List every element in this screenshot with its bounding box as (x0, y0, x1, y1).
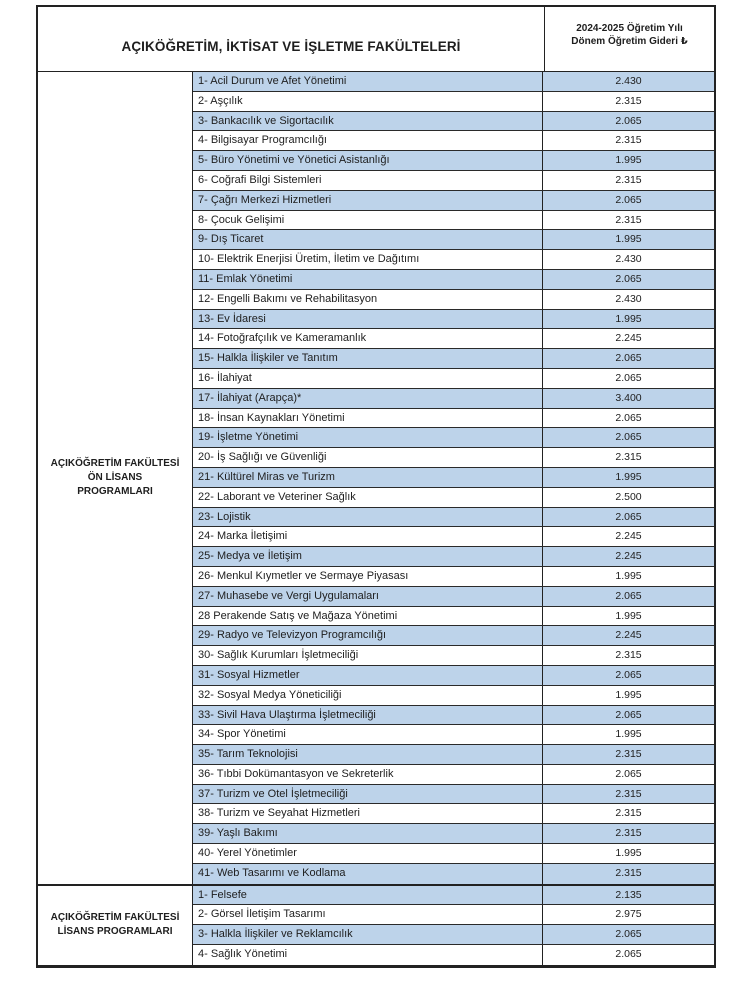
table-row (193, 945, 714, 965)
table-row (193, 468, 714, 488)
tuition-fee: 2.315 (615, 213, 642, 226)
table-row (193, 191, 714, 211)
tuition-fee: 1.995 (615, 569, 642, 582)
tuition-fee: 2.315 (615, 787, 642, 800)
tuition-fee: 2.315 (615, 173, 642, 186)
program-name: 24- Marka İletişimi (193, 527, 543, 546)
group-label (38, 886, 193, 965)
tuition-fee: 2.135 (615, 888, 642, 901)
program-name: 5- Büro Yönetimi ve Yönetici Asistanlığı (193, 151, 543, 170)
table-row (193, 686, 714, 706)
value-column-header (545, 7, 714, 71)
table-row (193, 547, 714, 567)
tuition-fee: 2.315 (615, 827, 642, 840)
table-row (193, 844, 714, 864)
group-label-line: AÇIKÖĞRETİM FAKÜLTESİ (50, 457, 180, 469)
program-name: 3- Bankacılık ve Sigortacılık (193, 112, 543, 131)
program-name: 27- Muhasebe ve Vergi Uygulamaları (193, 587, 543, 606)
program-name: 23- Lojistik (193, 508, 543, 527)
group-label (38, 72, 193, 884)
group-label-line: PROGRAMLARI (77, 485, 153, 497)
tuition-fee: 2.065 (615, 411, 642, 424)
program-name: 13- Ev İdaresi (193, 310, 543, 329)
program-name: 26- Menkul Kıymetler ve Sermaye Piyasası (193, 567, 543, 586)
tuition-fee: 2.315 (615, 807, 642, 820)
program-name: 17- İlahiyat (Arapça)* (193, 389, 543, 408)
table-row (193, 270, 714, 290)
table-row (193, 527, 714, 547)
tuition-fee: 1.995 (615, 609, 642, 622)
table-row (193, 112, 714, 132)
program-name: 34- Spor Yönetimi (193, 725, 543, 744)
tuition-fee: 2.065 (615, 510, 642, 523)
group-label-line: ÖN LİSANS (87, 471, 143, 483)
table-row (193, 587, 714, 607)
program-name: 40- Yerel Yönetimler (193, 844, 543, 863)
table-row (193, 567, 714, 587)
tuition-fee: 2.430 (615, 75, 642, 87)
tuition-fee: 2.065 (615, 193, 642, 206)
table-row (193, 72, 714, 92)
program-name: 25- Medya ve İletişim (193, 547, 543, 566)
fee-table (36, 5, 716, 968)
table-row (193, 329, 714, 349)
program-name: 6- Coğrafi Bilgi Sistemleri (193, 171, 543, 190)
group-label-line: LİSANS PROGRAMLARI (57, 926, 173, 938)
program-name: 36- Tıbbi Dokümantasyon ve Sekreterlik (193, 765, 543, 784)
table-row (193, 290, 714, 310)
program-name: 16- İlahiyat (193, 369, 543, 388)
tuition-fee: 2.065 (615, 708, 642, 721)
tuition-fee: 1.995 (615, 688, 642, 701)
table-row (193, 646, 714, 666)
table-row (193, 211, 714, 231)
program-name: 38- Turizm ve Seyahat Hizmetleri (193, 804, 543, 823)
program-name: 3- Halkla İlişkiler ve Reklamcılık (193, 925, 543, 944)
program-rows (193, 886, 714, 965)
tuition-fee: 2.315 (615, 94, 642, 107)
program-name: 32- Sosyal Medya Yöneticiliği (193, 686, 543, 705)
program-rows (193, 72, 714, 884)
table-row (193, 905, 714, 925)
tuition-fee: 1.995 (615, 312, 642, 325)
table-row (193, 369, 714, 389)
tuition-fee: 2.315 (615, 748, 642, 761)
table-row (193, 864, 714, 884)
table-row (193, 428, 714, 448)
tuition-fee: 2.430 (615, 253, 642, 266)
table-row (193, 250, 714, 270)
table-row (193, 804, 714, 824)
program-name: 37- Turizm ve Otel İşletmeciliği (193, 785, 543, 804)
program-name: 28 Perakende Satış ve Mağaza Yönetimi (193, 607, 543, 626)
program-name: 30- Sağlık Kurumları İşletmeciliği (193, 646, 543, 665)
program-name: 11- Emlak Yönetimi (193, 270, 543, 289)
tuition-fee: 1.995 (615, 847, 642, 860)
table-row (193, 745, 714, 765)
program-name: 4- Sağlık Yönetimi (193, 945, 543, 965)
group-label-line: AÇIKÖĞRETİM FAKÜLTESİ (50, 912, 180, 924)
program-name: 29- Radyo ve Televizyon Programcılığı (193, 626, 543, 645)
program-name: 39- Yaşlı Bakımı (193, 824, 543, 843)
program-name: 15- Halkla İlişkiler ve Tanıtım (193, 349, 543, 368)
tuition-fee: 2.245 (615, 530, 642, 543)
tuition-fee: 2.315 (615, 134, 642, 147)
program-name: 8- Çocuk Gelişimi (193, 211, 543, 230)
table-row (193, 725, 714, 745)
program-name: 41- Web Tasarımı ve Kodlama (193, 864, 543, 884)
table-row (193, 409, 714, 429)
program-name: 4- Bilgisayar Programcılığı (193, 131, 543, 150)
tuition-fee: 2.245 (615, 550, 642, 563)
program-name: 18- İnsan Kaynakları Yönetimi (193, 409, 543, 428)
table-row (193, 626, 714, 646)
table-row (193, 310, 714, 330)
table-row (193, 925, 714, 945)
table-row (193, 785, 714, 805)
table-row (193, 349, 714, 369)
program-name: 21- Kültürel Miras ve Turizm (193, 468, 543, 487)
tuition-fee: 2.065 (615, 948, 642, 961)
tuition-fee: 3.400 (615, 391, 642, 404)
program-name: 22- Laborant ve Veteriner Sağlık (193, 488, 543, 507)
program-name: 10- Elektrik Enerjisi Üretim, İletim ve Dağıtımı (193, 250, 543, 269)
table-row (193, 706, 714, 726)
table-row (193, 230, 714, 250)
program-name: 12- Engelli Bakımı ve Rehabilitasyon (193, 290, 543, 309)
tuition-fee: 2.315 (615, 649, 642, 662)
tuition-fee: 2.065 (615, 589, 642, 602)
program-name: 14- Fotoğrafçılık ve Kameramanlık (193, 329, 543, 348)
program-name: 19- İşletme Yönetimi (193, 428, 543, 447)
tuition-fee: 2.315 (615, 451, 642, 464)
table-row (193, 92, 714, 112)
program-name: 1- Felsefe (193, 886, 543, 905)
group-on-lisans (36, 72, 716, 884)
program-name: 7- Çağrı Merkezi Hizmetleri (193, 191, 543, 210)
program-name: 1- Acil Durum ve Afet Yönetimi (193, 72, 543, 91)
table-row (193, 448, 714, 468)
group-lisans (36, 884, 716, 968)
program-name: 35- Tarım Teknolojisi (193, 745, 543, 764)
table-row (193, 607, 714, 627)
tuition-fee: 2.065 (615, 767, 642, 780)
table-row (193, 389, 714, 409)
table-row (193, 171, 714, 191)
program-name: 2- Görsel İletişim Tasarımı (193, 905, 543, 924)
tuition-fee: 2.065 (615, 352, 642, 365)
table-row (193, 151, 714, 171)
tuition-fee: 2.245 (615, 332, 642, 345)
program-name: 20- İş Sağlığı ve Güvenliği (193, 448, 543, 467)
tuition-fee: 2.065 (615, 371, 642, 384)
table-row (193, 824, 714, 844)
table-row (193, 666, 714, 686)
tuition-fee: 1.995 (615, 470, 642, 483)
table-title: AÇIKÖĞRETİM, İKTİSAT VE İŞLETME FAKÜLTELERİ (38, 7, 545, 71)
value-column-header-line1: 2024-2025 Öğretim Yılı (576, 23, 683, 34)
tuition-fee: 2.500 (615, 490, 642, 503)
tuition-fee: 1.995 (615, 154, 642, 167)
table-row (193, 508, 714, 528)
tuition-fee: 1.995 (615, 728, 642, 741)
tuition-fee: 2.065 (615, 668, 642, 681)
table-header (36, 5, 716, 72)
tuition-fee: 1.995 (615, 233, 642, 246)
program-name: 31- Sosyal Hizmetler (193, 666, 543, 685)
tuition-fee: 2.065 (615, 431, 642, 444)
table-row (193, 488, 714, 508)
tuition-fee: 2.065 (615, 114, 642, 127)
table-row (193, 765, 714, 785)
table-row (193, 886, 714, 906)
tuition-fee: 2.245 (615, 629, 642, 642)
program-name: 33- Sivil Hava Ulaştırma İşletmeciliği (193, 706, 543, 725)
value-column-header-line2: Dönem Öğretim Gideri ₺ (571, 36, 688, 47)
tuition-fee: 2.065 (615, 272, 642, 285)
program-name: 2- Aşçılık (193, 92, 543, 111)
program-name: 9- Dış Ticaret (193, 230, 543, 249)
tuition-fee: 2.430 (615, 292, 642, 305)
tuition-fee: 2.065 (615, 928, 642, 941)
table-row (193, 131, 714, 151)
tuition-fee: 2.315 (615, 866, 642, 879)
tuition-fee: 2.975 (615, 908, 642, 921)
